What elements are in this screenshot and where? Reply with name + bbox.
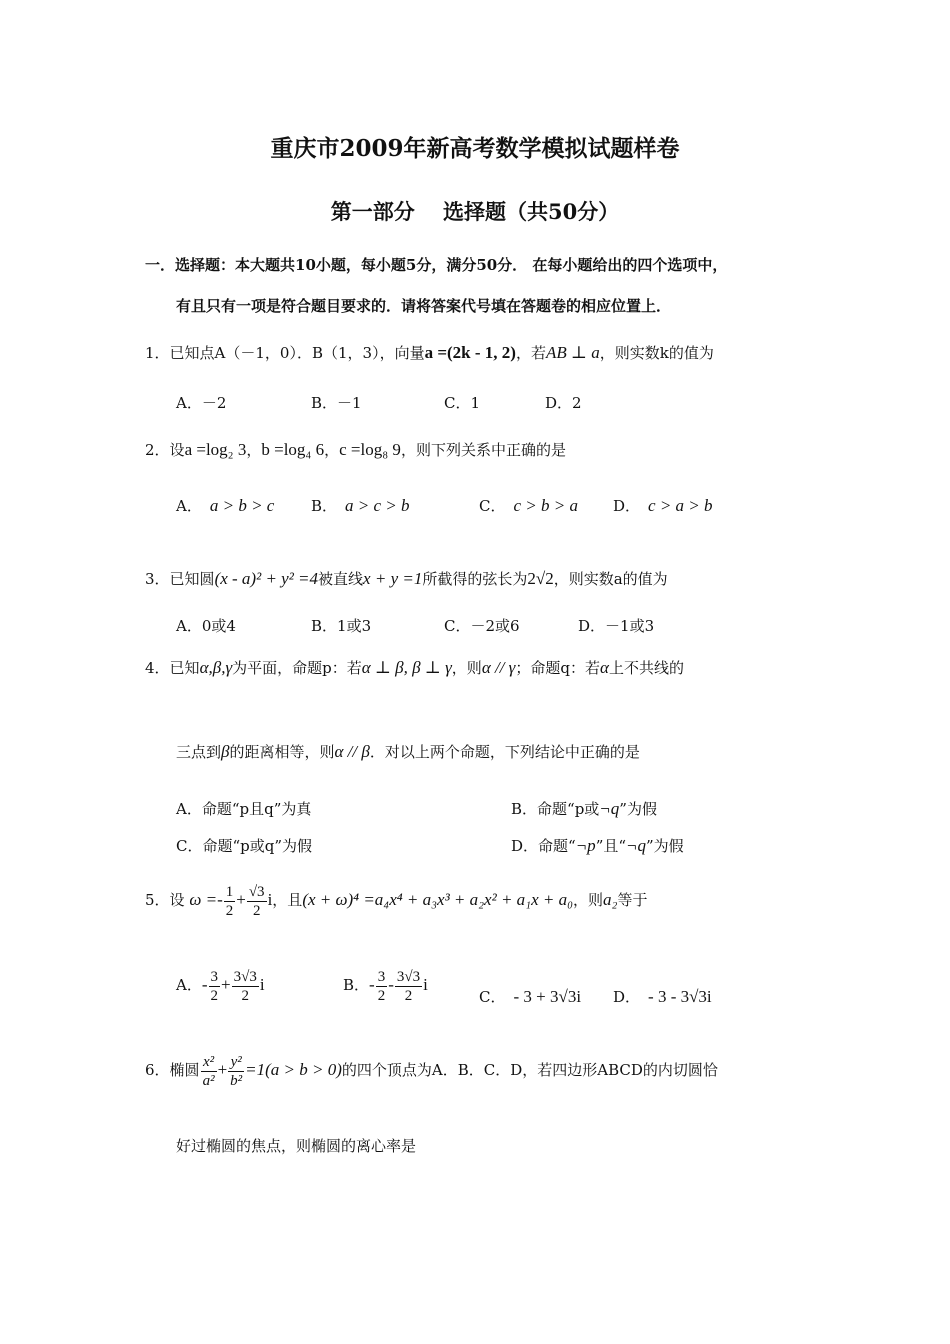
option-math: - 3 + 3√3i [513, 987, 582, 1006]
minus-sign: - [369, 975, 375, 994]
option-b [343, 965, 428, 1005]
denominator: 2 [252, 902, 261, 919]
planes-expr: α,β,γ [199, 658, 233, 677]
instructions-line-2: 有且只有一项是符合题目要求的．请将答案代号填在答题卷的相应位置上． [176, 297, 672, 315]
option-math: - 3 - 3√3i [648, 987, 712, 1006]
option-a [176, 496, 274, 516]
option-label: A． [176, 497, 202, 515]
question-text: ，则实数k的值为 [599, 344, 714, 362]
numerator: x² [201, 1053, 217, 1072]
question-number: 4． [145, 659, 170, 677]
question-4-line-2 [176, 742, 640, 762]
question-6 [145, 1050, 718, 1090]
alpha-symbol: α [600, 658, 609, 677]
option-d [613, 987, 712, 1007]
option-b: B．－1 [311, 394, 362, 412]
question-number: 3． [145, 570, 170, 588]
question-number: 6． [145, 1061, 170, 1079]
chord-length: 2√2 [527, 569, 554, 588]
imaginary-unit: i [267, 890, 273, 909]
perpendicular-expr: α ⊥ β, β ⊥ γ [361, 658, 452, 677]
question-text: ，则 [451, 659, 482, 677]
option-d: D．2 [545, 394, 582, 412]
question-text: 的距离相等，则 [229, 743, 335, 761]
line-equation: x + y =1 [363, 569, 423, 588]
numerator: 3 [210, 968, 219, 985]
option-c: C．命题“p或q”为假 [176, 837, 313, 855]
question-text: 为平面，命题p：若 [232, 659, 362, 677]
question-text: 被直线 [318, 570, 364, 588]
negation-q: ¬q [626, 836, 647, 855]
option-a: A．命题“p且q”为真 [176, 800, 312, 818]
question-6-line-2: 好过椭圆的焦点，则椭圆的离心率是 [176, 1137, 417, 1155]
operator: + [221, 975, 231, 994]
option-b: B．1或3 [311, 617, 372, 635]
numerator: y² [228, 1053, 244, 1072]
option-c [479, 987, 581, 1007]
separator: ， [324, 441, 340, 459]
denominator: 2 [241, 987, 249, 1004]
question-text: ，则实数a的值为 [553, 570, 668, 588]
question-text: 的四个顶点为A．B．C．D，若四边形ABCD的内切圆恰 [341, 1061, 718, 1079]
question-text: ，则下列关系中正确的是 [400, 441, 566, 459]
question-2 [145, 440, 566, 460]
question-number: 5． [145, 891, 170, 909]
option-text: D．命题“ [511, 837, 576, 855]
log-a-expr: a =log₂ 3 [184, 440, 247, 459]
parallel-expr: α // γ [481, 658, 516, 677]
option-d [613, 496, 713, 516]
beta-symbol: β [221, 742, 230, 761]
option-a: A．－2 [176, 394, 227, 412]
option-label: D． [613, 497, 641, 515]
negation-p: ¬p [575, 836, 596, 855]
question-text: ．对以上两个命题，下列结论中正确的是 [369, 743, 640, 761]
question-1 [145, 343, 714, 363]
plus-sign: + [236, 890, 246, 909]
perpendicular-expr: AB ⊥ a [545, 343, 600, 362]
denominator: a² [202, 1072, 215, 1089]
option-c [479, 496, 578, 516]
imaginary-unit: i [423, 975, 428, 994]
numerator: 3√3 [233, 968, 257, 985]
question-text: 已知圆 [169, 570, 215, 588]
option-math: a > c > b [345, 496, 410, 515]
option-label: B． [311, 497, 338, 515]
section-title: 第一部分 选择题（共50分） [330, 199, 620, 224]
numerator: √3 [248, 883, 265, 900]
option-text: ”为假 [619, 800, 657, 818]
numerator: 3√3 [396, 968, 421, 985]
denominator: 2 [225, 902, 234, 919]
question-5 [145, 880, 647, 920]
minus-sign: - [201, 975, 208, 994]
question-text: 所截得的弦长为 [422, 570, 528, 588]
question-text: 已知点A（－1，0）．B（1，3），向量 [169, 344, 425, 362]
log-c-expr: c =log₈ 9 [339, 440, 401, 459]
separator: ， [246, 441, 262, 459]
plus-sign: + [217, 1060, 228, 1079]
question-text: ，则 [573, 891, 604, 909]
imaginary-unit: i [259, 975, 265, 994]
question-text: 椭圆 [169, 1061, 200, 1079]
question-4 [145, 658, 684, 678]
fraction [395, 968, 422, 1005]
option-label: B． [343, 976, 370, 994]
question-number: 2． [145, 441, 170, 459]
fraction [224, 883, 236, 920]
numerator: 1 [225, 883, 234, 900]
question-text: ，且 [272, 891, 303, 909]
option-label: C． [479, 988, 506, 1006]
option-a [176, 965, 265, 1005]
option-c: C．1 [444, 394, 481, 412]
option-label: C． [479, 497, 506, 515]
option-math: c > b > a [513, 496, 578, 515]
option-math: a > b > c [209, 496, 275, 515]
denominator: b² [230, 1072, 243, 1089]
denominator: 2 [377, 987, 386, 1004]
option-label: D． [613, 988, 641, 1006]
question-text: 等于 [617, 891, 648, 909]
question-text: ，若 [515, 344, 546, 362]
fraction [232, 968, 259, 1005]
page-title: 重庆市2009年新高考数学模拟试题样卷 [270, 135, 680, 162]
circle-equation: (x - a)² + y² =4 [214, 569, 319, 588]
coefficient-a2: a₂ [603, 890, 618, 909]
log-b-expr: b =log₄ 6 [261, 440, 325, 459]
option-c: C．－2或6 [444, 617, 520, 635]
negation-q: ¬q [599, 799, 620, 818]
question-text: 上不共线的 [608, 659, 684, 677]
option-label: A． [176, 976, 202, 994]
vector-a-expr: a =(2k - 1, 2) [424, 343, 516, 362]
expansion-expr: (x + ω)⁴ =a₄x⁴ + a₃x³ + a₂x² + a₁x + a₀ [302, 890, 574, 909]
fraction [376, 968, 388, 1005]
fraction [209, 968, 221, 1005]
denominator: 2 [210, 987, 219, 1004]
question-text: 设 [169, 441, 185, 459]
option-b [511, 799, 657, 819]
question-text: 设 [169, 891, 185, 909]
fraction [247, 883, 267, 920]
option-d: D．－1或3 [578, 617, 655, 635]
ellipse-condition: =1(a > b > 0) [245, 1060, 342, 1079]
option-a: A．0或4 [176, 617, 236, 635]
option-text: B．命题“p或 [511, 800, 600, 818]
option-math: c > a > b [648, 496, 713, 515]
omega-expr: ω =- [189, 890, 223, 909]
fraction [228, 1053, 244, 1090]
denominator: 2 [404, 987, 413, 1004]
option-b [311, 496, 410, 516]
question-text: ；命题q：若 [515, 659, 600, 677]
operator: - [388, 975, 394, 994]
question-3 [145, 569, 668, 589]
question-text: 已知 [169, 659, 200, 677]
option-d [511, 836, 684, 856]
instructions-line-1: 一．选择题：本大题共10小题，每小题5分，满分50分． 在每小题给出的四个选项中， [145, 256, 728, 274]
option-text: ”且“ [595, 837, 627, 855]
numerator: 3 [377, 968, 386, 985]
question-number: 1． [145, 344, 170, 362]
option-text: ”为假 [646, 837, 684, 855]
fraction [201, 1053, 217, 1090]
parallel-expr: α // β [334, 742, 370, 761]
question-text: 三点到 [176, 743, 222, 761]
